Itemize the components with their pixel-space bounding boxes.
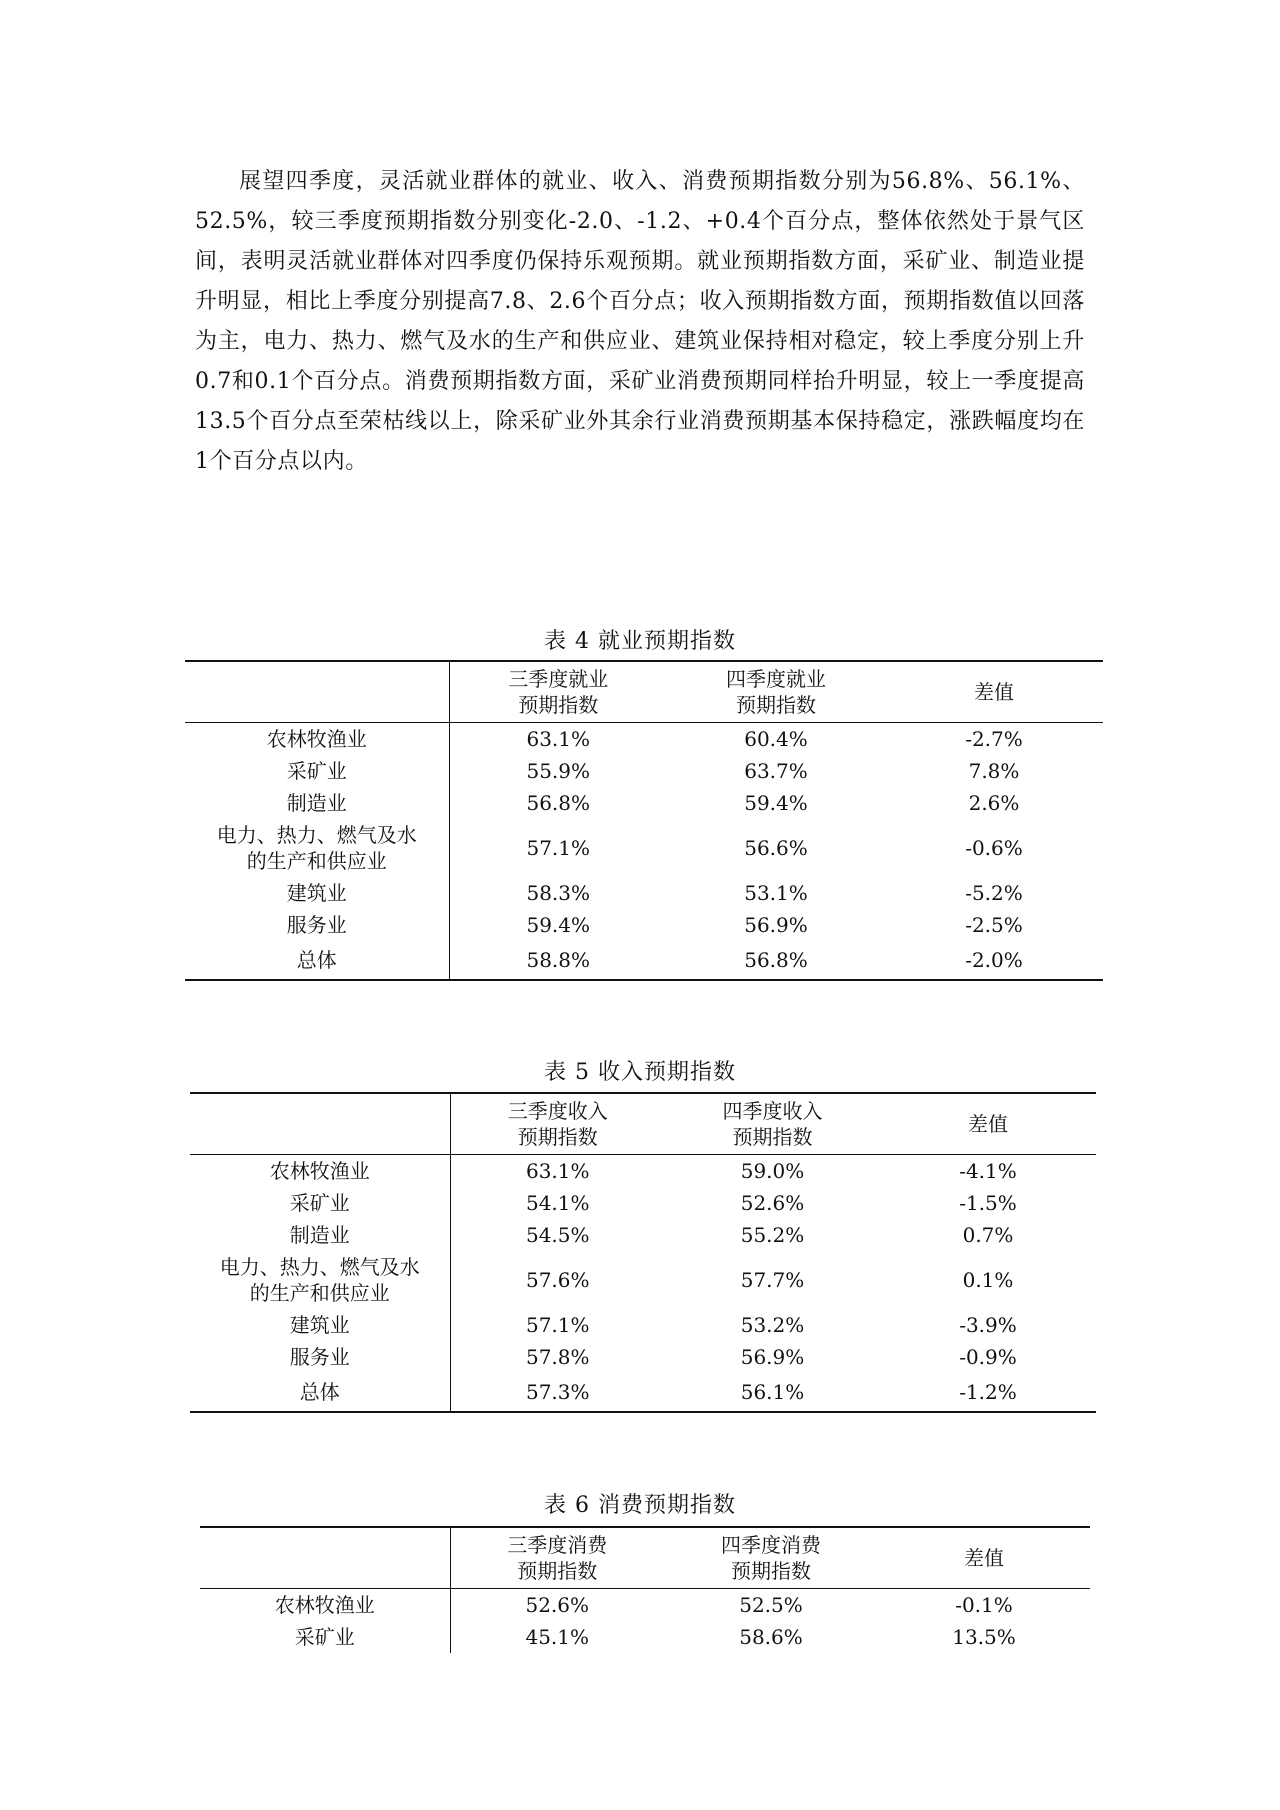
diff-value-cell: 0.7% bbox=[962, 1223, 1014, 1247]
q3-value-cell: 55.9% bbox=[526, 759, 591, 783]
table-header-cell: 四季度就业 预期指数 bbox=[667, 661, 885, 723]
q4-value-cell: 52.5% bbox=[739, 1593, 803, 1617]
diff-value-cell: -3.9% bbox=[959, 1313, 1017, 1337]
q4-value-cell: 56.8% bbox=[744, 948, 808, 972]
table-header-cell: 差值 bbox=[880, 1093, 1096, 1155]
table-header-cell: 三季度消费 预期指数 bbox=[450, 1527, 664, 1589]
q3-value-cell: 57.1% bbox=[525, 1313, 590, 1337]
q4-value-cell: 63.7% bbox=[744, 759, 808, 783]
table-6-consumption-expectation bbox=[200, 1526, 1090, 1653]
table-row bbox=[190, 1155, 1096, 1188]
industry-cell: 服务业 bbox=[185, 909, 449, 941]
industry-cell: 农林牧渔业 bbox=[190, 1155, 450, 1188]
industry-cell: 农林牧渔业 bbox=[200, 1589, 450, 1622]
diff-value-cell: -1.2% bbox=[959, 1380, 1017, 1404]
table-header-cell bbox=[200, 1527, 450, 1589]
table-header-cell: 差值 bbox=[878, 1527, 1090, 1589]
diff-value-cell: -1.5% bbox=[959, 1191, 1017, 1215]
industry-cell: 制造业 bbox=[185, 787, 449, 819]
diff-value-cell: -2.0% bbox=[965, 948, 1023, 972]
industry-cell: 电力、热力、燃气及水 的生产和供应业 bbox=[185, 819, 449, 877]
q3-value-cell: 45.1% bbox=[525, 1625, 590, 1649]
table-row bbox=[190, 1219, 1096, 1251]
table-header-row bbox=[200, 1527, 1090, 1589]
q4-value-cell: 56.1% bbox=[740, 1380, 805, 1404]
industry-cell: 采矿业 bbox=[185, 755, 449, 787]
q4-value-cell: 56.9% bbox=[744, 913, 808, 937]
q4-value-cell: 52.6% bbox=[740, 1191, 805, 1215]
q4-value-cell: 53.1% bbox=[744, 881, 808, 905]
q4-value-cell: 59.4% bbox=[744, 791, 808, 815]
table-row bbox=[190, 1187, 1096, 1219]
table-row bbox=[190, 1373, 1096, 1412]
industry-cell: 制造业 bbox=[190, 1219, 450, 1251]
q3-value-cell: 59.4% bbox=[526, 913, 591, 937]
table-row bbox=[185, 755, 1103, 787]
diff-value-cell: -0.9% bbox=[959, 1345, 1017, 1369]
diff-value-cell: 7.8% bbox=[968, 759, 1020, 783]
industry-cell: 采矿业 bbox=[190, 1187, 450, 1219]
q4-value-cell: 59.0% bbox=[740, 1159, 805, 1183]
q3-value-cell: 56.8% bbox=[526, 791, 591, 815]
table-row bbox=[185, 941, 1103, 980]
diff-value-cell: -0.1% bbox=[955, 1593, 1013, 1617]
q4-value-cell: 57.7% bbox=[740, 1268, 805, 1292]
diff-value-cell: -4.1% bbox=[959, 1159, 1017, 1183]
q3-value-cell: 57.6% bbox=[525, 1268, 590, 1292]
table-header-cell: 三季度收入 预期指数 bbox=[450, 1093, 665, 1155]
industry-cell: 总体 bbox=[190, 1373, 450, 1412]
table-row bbox=[190, 1341, 1096, 1373]
table-header-cell: 差值 bbox=[885, 661, 1103, 723]
diff-value-cell: -0.6% bbox=[965, 836, 1023, 860]
q4-value-cell: 60.4% bbox=[744, 727, 808, 751]
q3-value-cell: 52.6% bbox=[525, 1593, 590, 1617]
table-header-cell: 三季度就业 预期指数 bbox=[449, 661, 667, 723]
q3-value-cell: 63.1% bbox=[525, 1159, 590, 1183]
q4-value-cell: 55.2% bbox=[740, 1223, 805, 1247]
industry-cell: 采矿业 bbox=[200, 1621, 450, 1653]
q3-value-cell: 54.5% bbox=[525, 1223, 590, 1247]
table-row bbox=[200, 1589, 1090, 1622]
q3-value-cell: 63.1% bbox=[526, 727, 591, 751]
body-paragraph: 展望四季度，灵活就业群体的就业、收入、消费预期指数分别为56.8%、56.1%、52.5%，较三季度预期指数分别变化-2.0、-1.2、+0.4个百分点，整体依然处于景气区间，表明灵活就业群体对四季度仍保持乐观预期。就业预期指数方面，采矿业、制造业提升明显，相比上季度分别提高7.8、2.6个百分点；收入预期指数方面，预期指数值以回落为主，电力、热力、燃气及水的生产和供应业、建筑业保持相对稳定，较上季度分别上升0.7和0.1个百分点。消费预期指数方面，采矿业消费预期同样抬升明显，较上一季度提高13.5个百分点至荣枯线以上，除采矿业外其余行业消费预期基本保持稳定，涨跌幅度均在1个百分点以内。 bbox=[195, 169, 1085, 474]
table-row bbox=[185, 819, 1103, 877]
q3-value-cell: 58.3% bbox=[526, 881, 591, 905]
industry-cell: 建筑业 bbox=[185, 877, 449, 909]
q3-value-cell: 54.1% bbox=[525, 1191, 590, 1215]
table-5-income-expectation bbox=[190, 1092, 1096, 1413]
q3-value-cell: 57.1% bbox=[526, 836, 591, 860]
diff-value-cell: -2.7% bbox=[965, 727, 1023, 751]
industry-cell: 建筑业 bbox=[190, 1309, 450, 1341]
diff-value-cell: -5.2% bbox=[965, 881, 1023, 905]
diff-value-cell: 13.5% bbox=[952, 1625, 1016, 1649]
table-row bbox=[190, 1309, 1096, 1341]
diff-value-cell: 2.6% bbox=[968, 791, 1020, 815]
table-row bbox=[185, 787, 1103, 819]
table-header-row bbox=[190, 1093, 1096, 1155]
industry-cell: 服务业 bbox=[190, 1341, 450, 1373]
table-row bbox=[185, 909, 1103, 941]
q4-value-cell: 56.9% bbox=[740, 1345, 805, 1369]
q3-value-cell: 57.3% bbox=[525, 1380, 590, 1404]
q4-value-cell: 53.2% bbox=[740, 1313, 805, 1337]
q3-value-cell: 57.8% bbox=[525, 1345, 590, 1369]
table-header-cell bbox=[185, 661, 449, 723]
q4-value-cell: 56.6% bbox=[744, 836, 808, 860]
industry-cell: 电力、热力、燃气及水 的生产和供应业 bbox=[190, 1251, 450, 1309]
q3-value-cell: 58.8% bbox=[526, 948, 591, 972]
table-row bbox=[200, 1621, 1090, 1653]
table-header-cell bbox=[190, 1093, 450, 1155]
table-6-caption: 表 6 消费预期指数 bbox=[544, 1493, 736, 1518]
table-4-caption: 表 4 就业预期指数 bbox=[544, 629, 736, 654]
table-row bbox=[185, 877, 1103, 909]
table-header-row bbox=[185, 661, 1103, 723]
table-header-cell: 四季度消费 预期指数 bbox=[664, 1527, 878, 1589]
q4-value-cell: 58.6% bbox=[739, 1625, 803, 1649]
table-4-employment-expectation bbox=[185, 660, 1103, 981]
industry-cell: 总体 bbox=[185, 941, 449, 980]
diff-value-cell: 0.1% bbox=[962, 1268, 1014, 1292]
table-5-caption: 表 5 收入预期指数 bbox=[544, 1060, 736, 1085]
industry-cell: 农林牧渔业 bbox=[185, 723, 449, 756]
diff-value-cell: -2.5% bbox=[965, 913, 1023, 937]
table-header-cell: 四季度收入 预期指数 bbox=[665, 1093, 880, 1155]
table-row bbox=[185, 723, 1103, 756]
table-row bbox=[190, 1251, 1096, 1309]
